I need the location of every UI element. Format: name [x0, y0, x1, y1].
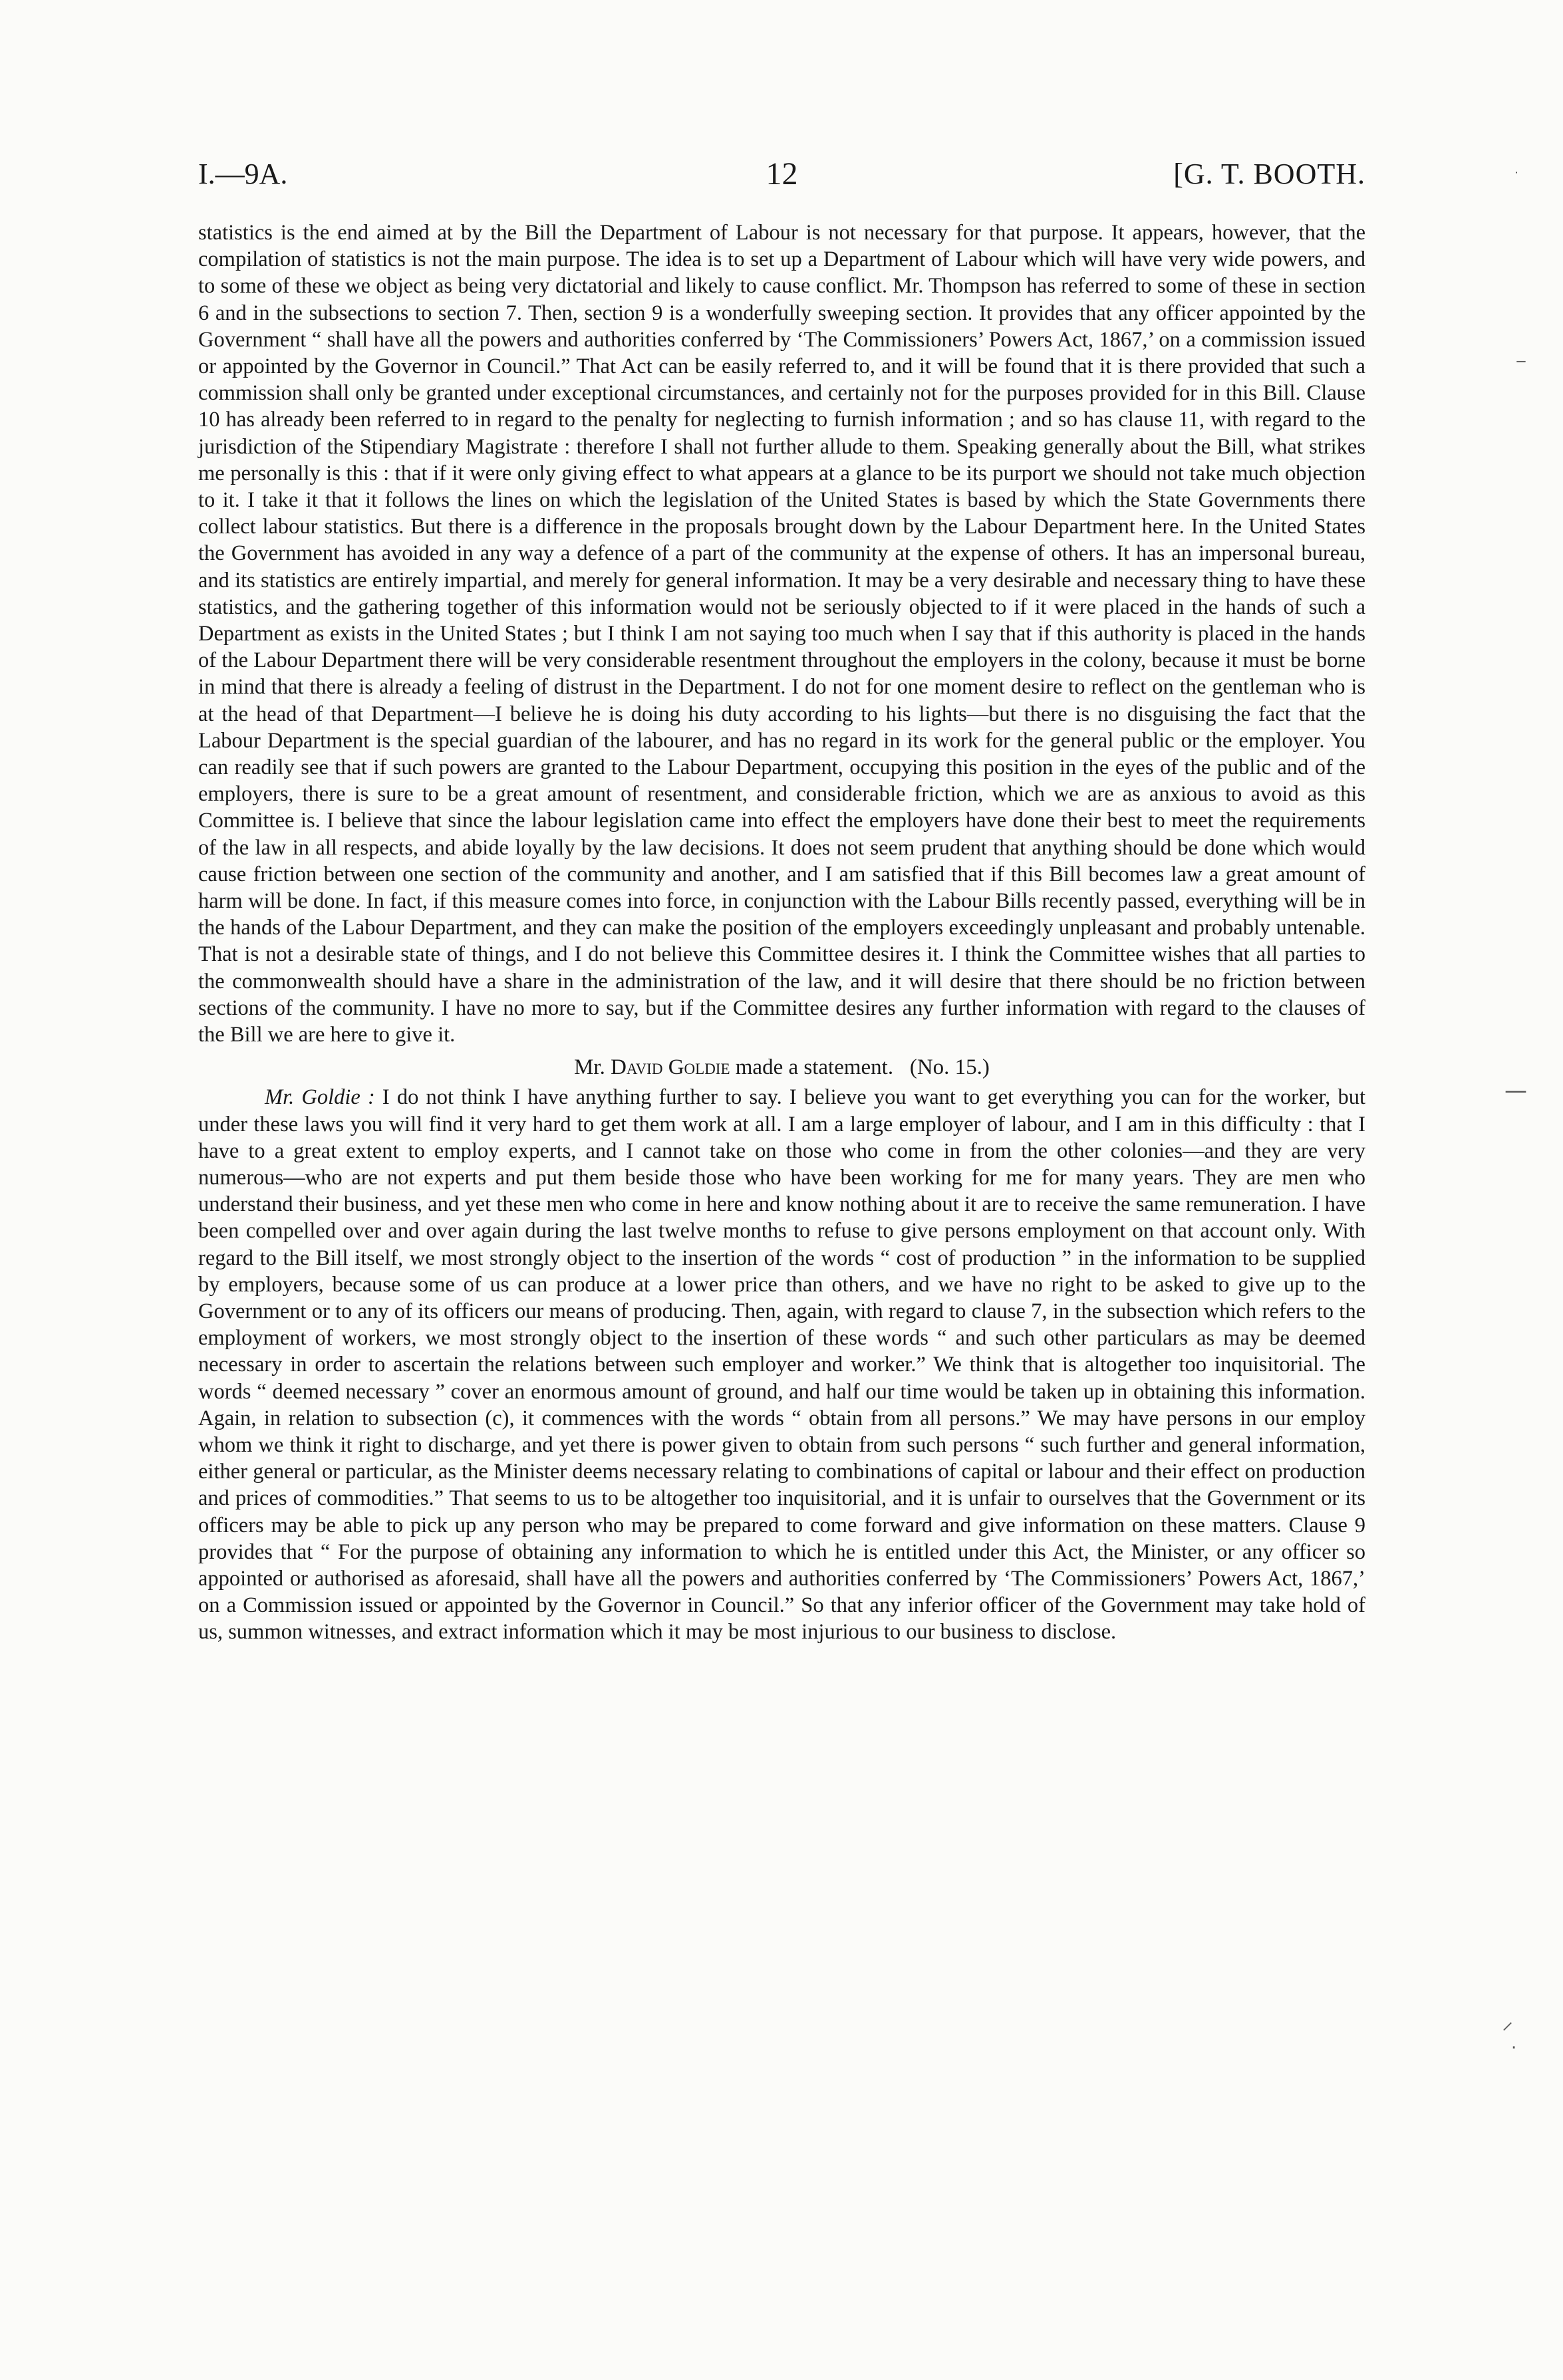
witness-name: [G. T. BOOTH. [1173, 158, 1365, 190]
statement-heading [198, 1053, 1365, 1081]
heading-suffix: made a statement. [735, 1055, 894, 1080]
margin-dot-mark: ˙ [1513, 170, 1520, 186]
body-text [198, 219, 1365, 1646]
page-header [198, 154, 1365, 194]
paragraph-goldie-text: I do not think I have anything further to say. I believe you want to get everything you can for the worker, but under these laws you will find it very hard to get them work at all. I am a large employer of labour, and I am in this difficulty : that I have to a great extent to employ experts, and I cannot take on those who come in from the other colonies—and they are very numerous—who are not experts and put them beside those who have been working for me for many years. They are men who understand their business, and yet these men who come in here and know nothing about it are to receive the same remuneration. I have been compelled over and over again during the last twelve months to refuse to give persons employment on that account only. With regard to the Bill itself, we most strongly object to the insertion of the words “ cost of production ” in the information to be supplied by employers, because some of us can produce at a lower price than others, and we have no right to be asked to give up to the Government or to any of its officers our means of producing. Then, again, with regard to clause 7, in the subsection which refers to the employment of workers, we most strongly object to the insertion of these words “ and such other particulars as may be deemed necessary in order to ascertain the relations between such employer and worker.” We think that is altogether too inquisitorial. The words “ deemed necessary ” cover an enormous amount of ground, and half our time would be taken up in obtaining this information. Again, in relation to subsection (c), it commences with the words “ obtain from all persons.” We may have persons in our employ whom we think it right to discharge, and yet there is power given to obtain from such persons “ such further and general information, either general or particular, as the Minister deems necessary relating to combinations of capital or labour and their effect on production and prices of commodities.” That seems to us to be altogether too inquisitorial, and it is unfair to ourselves that the Government or its officers may be able to pick up any person who may be prepared to come forward and give information on these matters. Clause 9 provides that “ For the purpose of obtaining any information to which he is entitled under this Act, the Minister, or any officer so appointed or authorised as aforesaid, shall have all the powers and authorities conferred by ‘The Commissioners’ Powers Act, 1867,’ on a Commission issued or appointed by the Governor in Council.” So that any inferior officer of the Government may take hold of us, summon witnesses, and extract information which it may be most injurious to our business to disclose. [198, 1085, 1365, 1645]
page-number: 12 [766, 156, 798, 192]
margin-dot-mark: · [1511, 2038, 1517, 2058]
paragraph-goldie [198, 1084, 1365, 1645]
heading-statement-number: (No. 15.) [909, 1055, 990, 1080]
speaker-label: Mr. Goldie : [265, 1085, 375, 1110]
margin-stroke-mark: ⸝ [1502, 2008, 1513, 2035]
paragraph-booth-continued: statistics is the end aimed at by the Bill the Department of Labour is not necessary for that purpose. It appears, however, that the compilation of statistics is not the main purpose. The idea is to set up a Department of Labour which will have very wide powers, and to some of these we object as being very dictatorial and likely to cause conflict. Mr. Thompson has referred to some of these in section 6 and in the subsections to section 7. Then, section 9 is a wonderfully sweeping section. It provides that any officer appointed by the Government “ shall have all the powers and authorities conferred by ‘The Commissioners’ Powers Act, 1867,’ on a commission issued or appointed by the Governor in Council.” That Act can be easily referred to, and it will be found that it is there provided that such a commission shall only be granted under exceptional circumstances, and certainly not for the purposes provided for in this Bill. Clause 10 has already been referred to in regard to the penalty for neglecting to furnish information ; and so has clause 11, with regard to the jurisdiction of the Stipendiary Magistrate : therefore I shall not further allude to them. Speaking generally about the Bill, what strikes me personally is this : that if it were only giving effect to what appears at a glance to be its purport we should not take much objection to it. I take it that it follows the lines on which the legislation of the United States is based by which the State Governments there collect labour statistics. But there is a difference in the proposals brought down by the Labour Department here. In the United States the Government has avoided in any way a defence of a part of the community at the expense of others. It has an impersonal bureau, and its statistics are entirely impartial, and merely for general information. It may be a very desirable and necessary thing to have these statistics, and the gathering together of this information would not be seriously objected to if it were placed in the hands of such a Department as exists in the United States ; but I think I am not saying too much when I say that if this authority is placed in the hands of the Labour Department there will be very considerable resentment throughout the employers in the colony, because it must be borne in mind that there is already a feeling of distrust in the Department. I do not for one moment desire to reflect on the gentleman who is at the head of that Department—I believe he is doing his duty according to his lights—but there is no disguising the fact that the Labour Department is the special guardian of the labourer, and has no regard in its work for the general public or the employer. You can readily see that if such powers are granted to the Labour Department, occupying this position in the eyes of the public and of the employers, there is sure to be a great amount of resentment, and considerable friction, which we are as anxious to avoid as this Committee is. I believe that since the labour legislation came into effect the employers have done their best to meet the requirements of the law in all respects, and abide loyally by the law decisions. It does not seem prudent that anything should be done which would cause friction between one section of the community and another, and I am satisfied that if this Bill becomes law a great amount of harm will be done. In fact, if this measure comes into force, in conjunction with the Labour Bills recently passed, everything will be in the hands of the Labour Department, and they can make the position of the employers exceedingly unpleasant and probably untenable. That is not a desirable state of things, and I do not believe this Committee desires it. I think the Committee wishes that all parties to the commonwealth should have a share in the administration of the law, and it will desire that there should be no friction between sections of the community. I have no more to say, but if the Committee desires any further information with regard to the clauses of the Bill we are here to give it. [198, 221, 1365, 1047]
heading-speaker-name: David Goldie [611, 1055, 730, 1080]
margin-dash-mark: ⁻ [1515, 352, 1527, 379]
margin-dash-mark: — [1504, 1077, 1527, 1104]
heading-prefix: Mr. [574, 1055, 605, 1080]
document-reference: I.—9A. [198, 158, 288, 190]
